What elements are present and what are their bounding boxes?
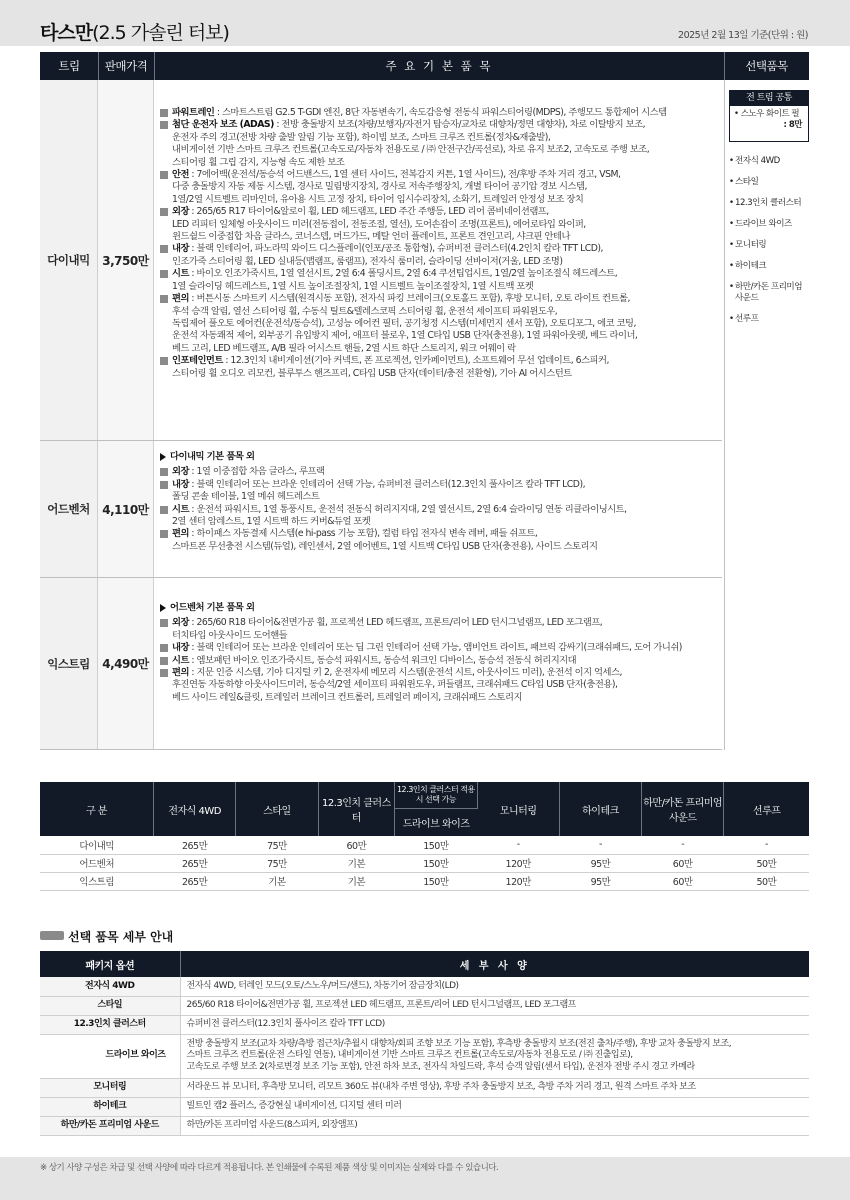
price-cell: 95만 [559, 854, 641, 872]
trim-price: 4,490만 [98, 578, 154, 749]
trim-row-adventure [40, 441, 722, 578]
table-row [40, 1034, 809, 1078]
spec-item-continued: 독립제어 풀오토 에어컨(운전석/동승석), 고성능 에어컨 필터, 공기청정 시스템(미세먼지 센서 포함), 오토디포그, 에코 코팅, [172, 317, 636, 329]
row-trim-name: 다이내믹 [40, 836, 153, 854]
col-header-harman: 하만/카돈 프리미엄 사운드 [642, 782, 724, 836]
spec-item-continued: LED 리피터 일체형 아웃사이드 미러(전동접이, 전동조절, 열선), 도어손잡이 조명(프론트), 에어로타입 와이퍼, [172, 218, 586, 230]
bullet-square-icon [160, 245, 168, 253]
table-row [40, 1116, 809, 1135]
table-row [40, 996, 809, 1015]
spec-item-continued: 터치타입 아웃사이드 도어핸들 [172, 629, 288, 641]
col-header-monitoring: 모니터링 [477, 782, 559, 836]
price-cell: - [477, 836, 559, 854]
spec-item: 시트 : 엠보패턴 바이오 인조가죽시트, 동승석 파워시트, 동승석 워크인 디바이스, 동승석 전동식 허리지지대 [160, 655, 718, 667]
detail-line: 슈퍼비전 클러스터(12.3인치 풀사이즈 칼라 TFT LCD) [186, 1018, 385, 1029]
bullet-square-icon [160, 121, 168, 129]
package-detail [180, 1078, 809, 1097]
table-row [40, 977, 809, 996]
date-note: 2025년 2월 13일 기준(단위 : 원) [678, 30, 808, 41]
package-detail [180, 977, 809, 996]
spec-item-continued: 2열 센터 암레스트, 1열 시트백 하드 커버&듀얼 포켓 [172, 516, 371, 528]
spec-item: 편의 : 지문 인증 시스템, 기아 디지털 키 2, 운전자세 메모리 시스템(운전석 시트, 아웃사이드 미러), 운전석 이지 억세스, [160, 667, 718, 679]
spec-item-continued: 스티어링 휠 그립 감지, 지능형 속도 제한 보조 [172, 156, 345, 168]
package-name: 하만/카돈 프리미엄 사운드 [40, 1116, 180, 1135]
price-cell: 50만 [724, 854, 809, 872]
package-detail [180, 1015, 809, 1034]
package-name: 모니터링 [40, 1078, 180, 1097]
option-detail-table [40, 951, 809, 1136]
spec-item: 안전 : 7에어백(운전석/동승석 어드밴스드, 1열 센터 사이드, 전복감지 커튼, 1열 사이드), 전/후방 주차 거리 경고, VSM, [160, 169, 718, 181]
common-option-box [729, 90, 809, 142]
price-cell: 150만 [395, 854, 477, 872]
option-item: • 하이테크 [729, 261, 809, 272]
spec-item-continued: 운전자 주의 경고(전방 차량 출발 알림 기능 포함), 하이빔 보조, 스마트 크루즈 컨트롤(정차&재출발), [172, 131, 551, 143]
detail-header-package: 패키지 옵션 [40, 951, 180, 977]
detail-line: 전자식 4WD, 터레인 모드(오토/스노우/머드/샌드), 차동기어 잠금장치(LD) [186, 980, 459, 991]
spec-item: 첨단 운전자 보조 (ADAS) : 전방 충돌방지 보조(차량/보행자/자전거 탑승자/교차로 대향차/정면 대향차), 차로 이탈방지 보조, [160, 119, 718, 131]
detail-line: 빌트인 캠2 플러스, 증강현실 내비게이션, 디지털 센터 미러 [186, 1100, 402, 1111]
spec-item: 외장 : 265/60 R18 타이어&전면가공 휠, 프로젝션 LED 헤드램프, 프론트/리어 LED 턴시그널램프, LED 포그램프, [160, 617, 718, 629]
table-row [40, 1015, 809, 1034]
trim-name: 어드벤처 [40, 441, 98, 577]
col-header-style: 스타일 [236, 782, 318, 836]
trim-price: 3,750만 [98, 80, 154, 440]
price-cell: 120만 [477, 872, 559, 890]
bullet-square-icon [160, 657, 168, 665]
spec-item: 시트 : 운전석 파워시트, 1열 통풍시트, 운전석 전동식 허리지지대, 2열 열선시트, 2열 6:4 슬라이딩 연동 리클라이닝시트, [160, 504, 718, 516]
col-header-hitech: 하이테크 [559, 782, 641, 836]
table-row [40, 854, 809, 872]
package-name: 드라이브 와이즈 [40, 1034, 180, 1078]
option-item: • 12.3인치 클러스터 [729, 198, 809, 209]
col-header-sunroof: 선루프 [724, 782, 809, 836]
detail-line: 스마트 크루즈 컨트롤(운전 스타일 연동), 내비게이션 기반 스마트 크루즈 컨트롤(고속도로/자동차 전용도로 / ㈜ 진출입로), [186, 1050, 633, 1061]
spec-item: 인포테인먼트 : 12.3인치 내비게이션(기아 커넥트, 폰 프로젝션, 인카페이먼트), 소프트웨어 무선 업데이트, 6스피커, [160, 355, 718, 367]
spec-intro: 다이내믹 기본 품목 외 [160, 451, 718, 463]
package-name: 전자식 4WD [40, 977, 180, 996]
spec-item-continued: 1열/2열 시트벨트 리마인더, 유아용 시트 고정 장치, 타이어 임시수리장치, 소화기, 트레일러 안정성 보조 장치 [172, 193, 584, 205]
bullet-square-icon [160, 530, 168, 538]
page-title: 타스만(2.5 가솔린 터보) [40, 22, 229, 44]
header-specs: 주 요 기 본 품 목 [385, 59, 493, 73]
trim-spec-list [160, 602, 718, 704]
spec-item-continued: 후석 승객 알림, 열선 스티어링 휠, 수동식 틸트&텔레스코픽 스티어링 휠, 운전석 세이프티 파워윈도우, [172, 305, 558, 317]
bullet-square-icon [160, 481, 168, 489]
table-row [40, 872, 809, 890]
options-column [724, 80, 809, 750]
spec-item: 편의 : 버튼시동 스마트키 시스템(원격시동 포함), 전자식 파킹 브레이크(오토홀드 포함), 후방 모니터, 오토 라이트 컨트롤, [160, 293, 718, 305]
table-row [40, 1078, 809, 1097]
package-name: 하이테크 [40, 1097, 180, 1116]
detail-line: 서라운드 뷰 모니터, 후측방 모니터, 리모트 360도 뷰(내차 주변 영상), 후방 주차 충돌방지 보조, 측방 주차 거리 경고, 원격 스마트 주차 보조 [186, 1081, 696, 1092]
trim-spec-list [160, 107, 718, 380]
row-trim-name: 익스트림 [40, 872, 153, 890]
row-trim-name: 어드벤처 [40, 854, 153, 872]
price-cell: 75만 [236, 854, 318, 872]
detail-header-spec: 세 부 사 양 [180, 951, 809, 977]
price-cell: 기본 [318, 854, 395, 872]
price-cell: - [724, 836, 809, 854]
trim-name: 익스트림 [40, 578, 98, 749]
option-item: • 전자식 4WD [729, 156, 809, 167]
price-cell: 기본 [318, 872, 395, 890]
price-cell: 60만 [642, 872, 724, 890]
price-cell: 기본 [236, 872, 318, 890]
bullet-square-icon [160, 506, 168, 514]
spec-item-continued: 후진연동 자동하향 아웃사이드미러, 동승석/2열 세이프티 파워윈도우, 퍼들램프, 크래쉬패드 C타입 USB 단자(충전용), [172, 679, 618, 691]
spec-item-continued: 스티어링 휠 오디오 리모컨, 블루투스 핸즈프리, C타입 USB 단자(데이터/충전 전환형), 기아 AI 어시스턴트 [172, 367, 572, 379]
price-cell: 150만 [395, 872, 477, 890]
price-cell: - [642, 836, 724, 854]
spec-intro: 어드벤처 기본 품목 외 [160, 602, 718, 614]
bullet-square-icon [160, 208, 168, 216]
spec-item: 시트 : 바이오 인조가죽시트, 1열 열선시트, 2열 6:4 폴딩시트, 2열 6:4 쿠션팁업시트, 1열/2열 높이조절식 헤드레스트, [160, 268, 718, 280]
trim-name: 다이내믹 [40, 80, 98, 440]
package-detail [180, 1116, 809, 1135]
option-price-table [40, 782, 809, 891]
option-item: • 하만/카돈 프리미엄 사운드 [729, 282, 809, 304]
price-cell: 150만 [395, 836, 477, 854]
package-name: 12.3인치 클러스터 [40, 1015, 180, 1034]
common-option-title: 전 트림 공통 [730, 91, 808, 106]
spec-item-continued: 스마트폰 무선충전 시스템(듀얼), 레인센서, 2열 에어벤트, 1열 시트백 C타입 USB 단자(충전용), 사이드 스토리지 [172, 540, 598, 552]
bullet-square-icon [160, 619, 168, 627]
price-cell: 60만 [642, 854, 724, 872]
bullet-square-icon [160, 357, 168, 365]
common-option-price: : 8만 [783, 120, 802, 130]
option-item: • 선루프 [729, 314, 809, 325]
trim-row-extreme [40, 578, 722, 750]
bullet-square-icon [160, 669, 168, 677]
price-cell: 75만 [236, 836, 318, 854]
col-header-4wd: 전자식 4WD [153, 782, 236, 836]
detail-line: 265/60 R18 타이어&전면가공 휠, 프로젝션 LED 헤드램프, 프론트/리어 LED 턴시그널램프, LED 포그램프 [186, 999, 576, 1010]
detail-line: 전방 충돌방지 보조(교차 차량/측방 접근차/추월시 대향차/회피 조향 보조 기능 포함), 후측방 충돌방지 보조(전진 출차/주행), 후방 교차 충돌방지 보조, [186, 1038, 732, 1049]
section-marker [40, 931, 64, 940]
main-table-header [40, 52, 809, 80]
package-detail [180, 996, 809, 1015]
trim-spec-list [160, 451, 718, 553]
col-header-drive-wise: 드라이브 와이즈 [395, 808, 477, 836]
spec-item-continued: 베드 사이드 레일&클릿, 트레일러 브레이크 컨트롤러, 트레일러 페이지, 크래쉬패드 스토리지 [172, 691, 523, 703]
bullet-square-icon [160, 171, 168, 179]
option-list [729, 156, 809, 335]
price-cell: 265만 [153, 836, 236, 854]
col-header-cluster: 12.3인치 클러스터 [318, 782, 395, 836]
package-name: 스타일 [40, 996, 180, 1015]
option-item: • 스타일 [729, 177, 809, 188]
spec-item-continued: 내비게이션 기반 스마트 크루즈 컨트롤(고속도로/자동차 전용도로 / ㈜ 안전구간/곡선로), 차로 유지 보조2, 고속도로 주행 보조, [172, 144, 650, 156]
spec-item: 편의 : 하이패스 자동결제 시스템(e hi-pass 기능 포함), 컬럼 타입 전자식 변속 레버, 패들 쉬프트, [160, 528, 718, 540]
spec-item: 외장 : 265/65 R17 타이어&알로이 휠, LED 헤드램프, LED 주간 주행등, LED 리어 콤비네이션램프, [160, 206, 718, 218]
bullet-square-icon [160, 109, 168, 117]
spec-item-continued: 폴딩 콘솔 테이블, 1열 메쉬 헤드레스트 [172, 491, 320, 503]
table-row [40, 836, 809, 854]
detail-line: 하만/카돈 프리미엄 사운드(8스피커, 외장앰프) [186, 1119, 358, 1130]
header-options: 선택품목 [745, 59, 788, 73]
option-item: • 드라이브 와이즈 [729, 219, 809, 230]
spec-item: 파워트레인 : 스마트스트림 G2.5 T-GDI 엔진, 8단 자동변속기, 속도감응형 전동식 파워스티어링(MDPS), 주행모드 통합제어 시스템 [160, 107, 718, 119]
detail-section-title: 선택 품목 세부 안내 [40, 928, 173, 945]
spec-item-continued: 베드 고리, LED 베드램프, A/B 필라 어시스트 핸들, 2열 시트 하단 스토리지, 워크 어웨이 락 [172, 342, 516, 354]
bullet-square-icon [160, 644, 168, 652]
trim-row-dynamic [40, 80, 722, 441]
price-cell: 265만 [153, 872, 236, 890]
package-detail [180, 1034, 809, 1078]
price-cell: 50만 [724, 872, 809, 890]
option-item: • 모니터링 [729, 240, 809, 251]
spec-item-continued: 운전석 자동쾌적 제어, 외부공기 유입방지 제어, 애프터 블로우, 1열 C타입 USB 단자(충전용), 1열 파워아웃렛, 베드 라이너, [172, 330, 638, 342]
header-price: 판매가격 [104, 59, 148, 73]
spec-item-continued: 인조가죽 스티어링 휠, LED 실내등(맵램프, 룸램프), 전자식 룸미러, 슬라이딩 선바이저(거울, LED 조명) [172, 255, 563, 267]
trim-price: 4,110만 [98, 441, 154, 577]
spec-item: 내장 : 블랙 인테리어, 파노라믹 와이드 디스플레이(인포/공조 통합형), 슈퍼비전 클러스터(4.2인치 칼라 TFT LCD), [160, 243, 718, 255]
price-cell: - [559, 836, 641, 854]
spec-item-continued: 윈드쉴드 이중접합 차음 글라스, 코너스텝, 머드가드, 메탈 언더 플레이트, 프론트 견인고리, 샤크핀 안테나 [172, 231, 570, 243]
col-header-sub-group: 12.3인치 클러스터 적용 시 선택 가능 [395, 782, 477, 808]
spec-item-continued: 1열 슬라이딩 헤드레스트, 1열 시트 높이조절장치, 1열 시트벨트 높이조절장치, 1열 시트백 포켓 [172, 280, 534, 292]
table-row [40, 1097, 809, 1116]
spec-item: 내장 : 블랙 인테리어 또는 브라운 인테리어 선택 가능, 슈퍼비전 클러스터(12.3인치 풀사이즈 칼라 TFT LCD), [160, 479, 718, 491]
package-detail [180, 1097, 809, 1116]
header-trim: 트림 [58, 59, 80, 73]
bullet-square-icon [160, 295, 168, 303]
detail-line: 고속도로 주행 보조 2(차로변경 보조 기능 포함), 안전 하차 보조, 전자식 차일드락, 후석 승객 알림(센서 타입), 운전자 전방 주시 경고 카메라 [186, 1061, 695, 1072]
bullet-square-icon [160, 468, 168, 476]
common-option-item: • 스노우 화이트 펄 [734, 109, 800, 119]
price-cell: 95만 [559, 872, 641, 890]
bullet-square-icon [160, 270, 168, 278]
price-cell: 120만 [477, 854, 559, 872]
footnote: ※ 상기 사양 구성은 차급 및 선택 사양에 따라 다르게 적용됩니다. 본 인쇄물에 수록된 제품 색상 및 이미지는 실제와 다를 수 있습니다. [40, 1163, 499, 1173]
spec-item-continued: 다중 충돌방지 자동 제동 시스템, 경사로 밀림방지장치, 경사로 저속주행장치, 개별 타이어 공기압 경보 시스템, [172, 181, 587, 193]
col-header-category: 구 분 [40, 782, 153, 836]
spec-item: 외장 : 1열 이중접합 차음 글라스, 루프랙 [160, 466, 718, 478]
price-cell: 265만 [153, 854, 236, 872]
spec-item: 내장 : 블랙 인테리어 또는 브라운 인테리어 또는 딥 그린 인테리어 선택 가능, 앰비언트 라이트, 패브릭 감싸기(크래쉬패드, 도어 가니쉬) [160, 642, 718, 654]
price-cell: 60만 [318, 836, 395, 854]
